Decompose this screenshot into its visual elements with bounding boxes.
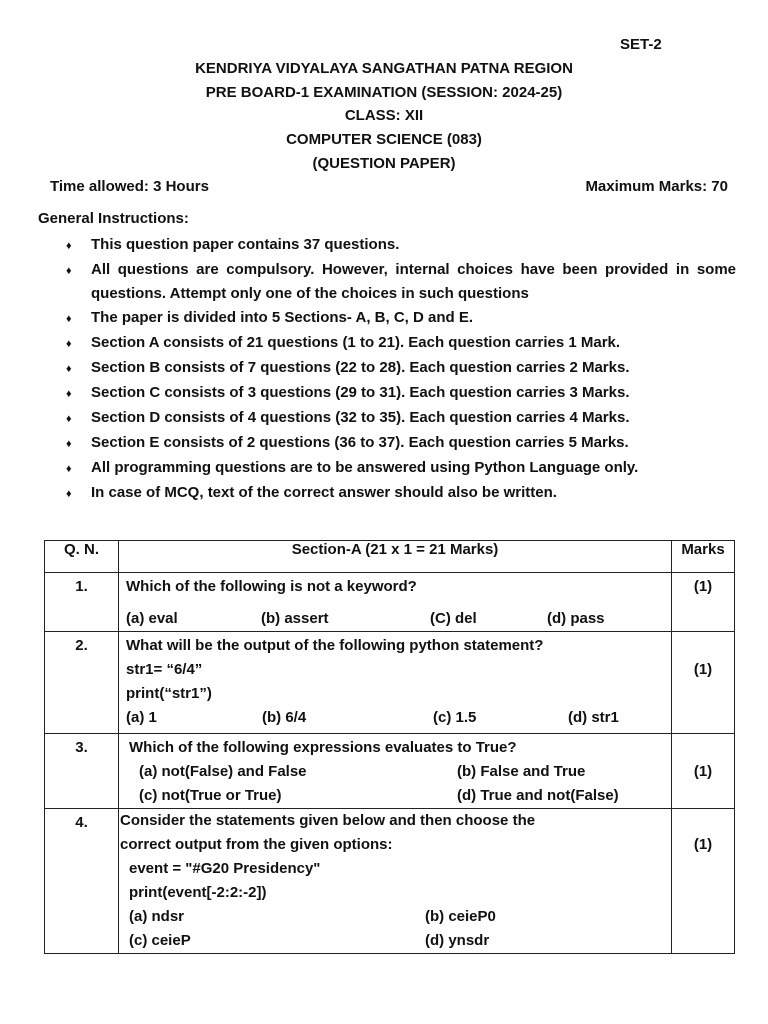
code-line: str1= “6/4” — [126, 661, 203, 678]
instruction-item — [66, 481, 736, 506]
paper-type-label: (QUESTION PAPER) — [312, 155, 456, 172]
subject-label: COMPUTER SCIENCE (083) — [286, 131, 482, 148]
question-body — [119, 734, 672, 809]
instruction-text: Section A consists of 21 questions (1 to 21). Each question carries 1 Mark. — [91, 334, 621, 351]
code-line: print(event[-2:2:-2]) — [129, 884, 267, 901]
diamond-bullet-icon: ♦ — [66, 388, 72, 400]
diamond-bullet-icon: ♦ — [66, 313, 72, 325]
diamond-bullet-icon: ♦ — [66, 363, 72, 375]
instruction-text: The paper is divided into 5 Sections- A, B, C, D and E. — [91, 309, 474, 326]
option-b: (b) False and True — [457, 763, 586, 780]
instruction-text: Section C consists of 3 questions (29 to 31). Each question carries 3 Marks. — [91, 384, 630, 401]
question-number: 2. — [45, 632, 119, 734]
instruction-item — [66, 431, 736, 456]
exam-title: PRE BOARD-1 EXAMINATION (SESSION: 2024-25) — [205, 84, 563, 101]
option-a: (a) ndsr — [129, 908, 185, 925]
option-b: (b) 6/4 — [262, 709, 307, 726]
diamond-bullet-icon: ♦ — [66, 438, 72, 450]
option-c: (c) 1.5 — [433, 709, 477, 726]
time-allowed: Time allowed: 3 Hours — [50, 178, 209, 195]
section-column-header: Section-A (21 x 1 = 21 Marks) — [119, 541, 672, 573]
table-row — [45, 734, 735, 809]
table-row — [45, 573, 735, 632]
instruction-text: This question paper contains 37 questions. — [91, 236, 400, 253]
option-b: (b) ceieP0 — [425, 908, 496, 925]
option-b: (b) assert — [261, 610, 329, 627]
option-c: (c) not(True or True) — [139, 787, 282, 804]
diamond-bullet-icon: ♦ — [66, 488, 72, 500]
table-row — [45, 632, 735, 734]
option-a: (a) eval — [126, 610, 178, 627]
instructions-list — [66, 233, 736, 506]
option-d: (d) str1 — [568, 709, 619, 726]
question-marks: (1) — [672, 809, 735, 954]
options-line — [129, 760, 671, 784]
question-marks: (1) — [672, 734, 735, 809]
diamond-bullet-icon: ♦ — [66, 413, 72, 425]
options-line — [120, 905, 671, 929]
instruction-item — [66, 456, 736, 481]
code-line: print(“str1”) — [126, 685, 212, 702]
instruction-item — [66, 331, 736, 356]
question-number: 3. — [45, 734, 119, 809]
options-line — [126, 706, 671, 730]
option-d: (d) pass — [547, 610, 605, 627]
question-marks: (1) — [672, 573, 735, 632]
instruction-text: All programming questions are to be answered using Python Language only. — [91, 459, 639, 476]
question-body — [119, 809, 672, 954]
table-header-row — [45, 541, 735, 573]
maximum-marks: Maximum Marks: 70 — [585, 178, 728, 195]
qn-column-header: Q. N. — [45, 541, 119, 573]
options-line — [120, 929, 671, 953]
question-number: 1. — [45, 573, 119, 632]
option-a: (a) not(False) and False — [139, 763, 307, 780]
question-text: Which of the following is not a keyword? — [126, 578, 417, 595]
code-line: event = "#G20 Presidency" — [129, 860, 321, 877]
option-d: (d) True and not(False) — [457, 787, 619, 804]
general-instructions-title: General Instructions: — [38, 210, 189, 227]
option-a: (a) 1 — [126, 709, 157, 726]
set-label: SET-2 — [620, 36, 662, 53]
option-d: (d) ynsdr — [425, 932, 490, 949]
instruction-item — [66, 233, 736, 258]
class-label: CLASS: XII — [344, 107, 424, 124]
question-text: What will be the output of the following python statement? — [126, 637, 544, 654]
diamond-bullet-icon: ♦ — [66, 338, 72, 350]
diamond-bullet-icon: ♦ — [66, 240, 72, 252]
option-c: (c) ceieP — [129, 932, 191, 949]
question-number: 4. — [45, 809, 119, 954]
question-body — [119, 573, 672, 632]
instruction-text: Section B consists of 7 questions (22 to 28). Each question carries 2 Marks. — [91, 359, 630, 376]
instruction-item — [66, 406, 736, 431]
instruction-text: Section D consists of 4 questions (32 to 35). Each question carries 4 Marks. — [91, 409, 630, 426]
instruction-item — [66, 306, 736, 331]
instruction-item — [66, 258, 736, 306]
organization-title: KENDRIYA VIDYALAYA SANGATHAN PATNA REGION — [195, 60, 573, 77]
options-line — [129, 784, 671, 808]
instruction-text: All questions are compulsory. However, internal choices have been provided in some questions. Attempt only one of the choices in such questions — [91, 261, 736, 302]
instruction-item — [66, 381, 736, 406]
question-body — [119, 632, 672, 734]
instruction-item — [66, 356, 736, 381]
instruction-text: Section E consists of 2 questions (36 to 37). Each question carries 5 Marks. — [91, 434, 629, 451]
option-c: (C) del — [430, 610, 477, 627]
table-row — [45, 809, 735, 954]
question-marks: (1) — [672, 632, 735, 734]
options-line — [126, 607, 671, 631]
question-text: correct output from the given options: — [120, 836, 393, 853]
marks-column-header: Marks — [672, 541, 735, 573]
question-text: Which of the following expressions evaluates to True? — [129, 739, 517, 756]
question-text: Consider the statements given below and then choose the — [120, 812, 536, 829]
diamond-bullet-icon: ♦ — [66, 265, 72, 277]
diamond-bullet-icon: ♦ — [66, 463, 72, 475]
question-table — [44, 540, 735, 954]
instruction-text: In case of MCQ, text of the correct answer should also be written. — [91, 484, 557, 501]
